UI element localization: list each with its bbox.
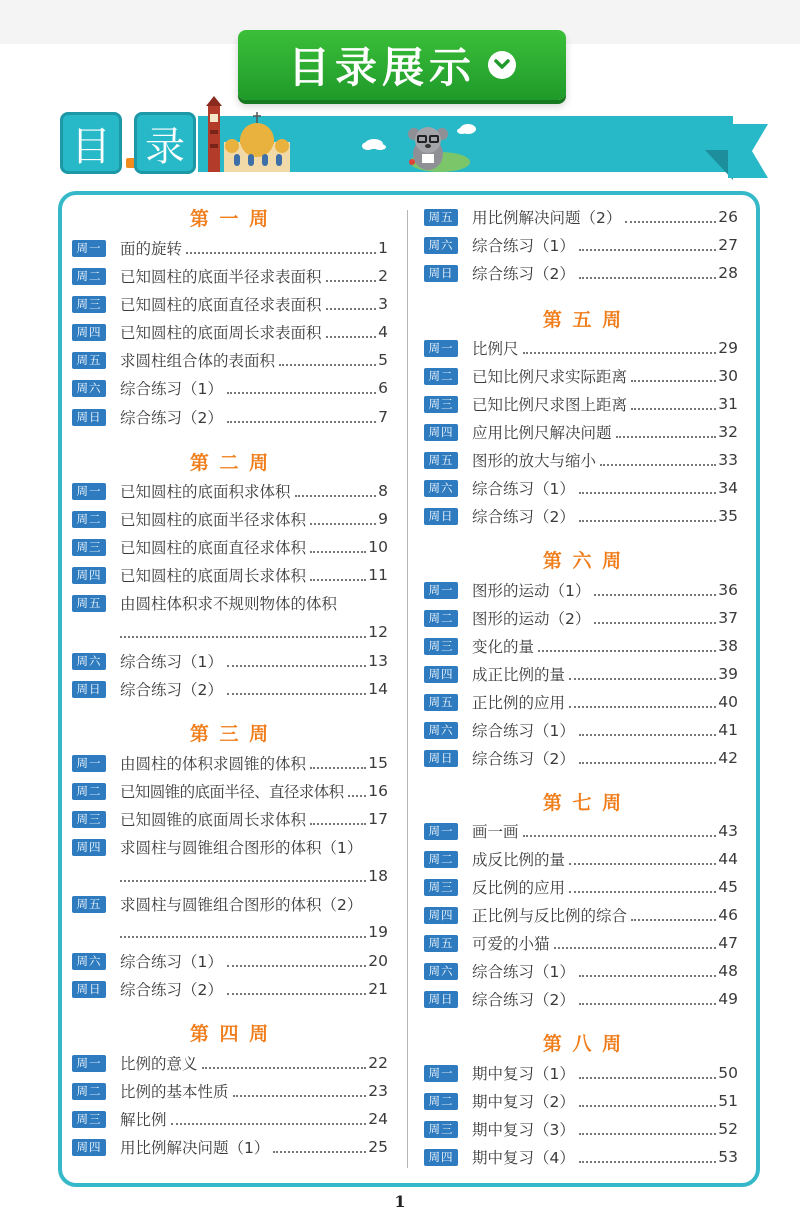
day-badge: 周五 [424, 209, 458, 226]
toc-item[interactable] [424, 691, 738, 713]
item-page: 13 [368, 652, 388, 670]
day-badge: 周四 [424, 1149, 458, 1166]
item-page: 1 [378, 239, 388, 257]
toc-item[interactable] [72, 377, 388, 399]
item-page: 2 [378, 267, 388, 285]
toc-item[interactable] [72, 978, 388, 1000]
day-badge: 周一 [72, 755, 106, 772]
item-page: 42 [718, 749, 738, 767]
toc-item[interactable] [424, 1090, 738, 1112]
toc-item[interactable] [72, 237, 388, 259]
day-badge: 周三 [424, 396, 458, 413]
toc-item[interactable] [424, 607, 738, 629]
day-badge: 周三 [424, 638, 458, 655]
dot-leader [579, 1161, 716, 1163]
day-badge: 周六 [72, 380, 106, 397]
item-page: 36 [718, 581, 738, 599]
dot-leader [227, 993, 366, 995]
day-badge: 周日 [72, 409, 106, 426]
day-badge: 周一 [424, 823, 458, 840]
item-page: 30 [718, 367, 738, 385]
dot-leader [310, 551, 366, 553]
toc-item[interactable] [424, 262, 738, 284]
dot-leader [569, 678, 716, 680]
item-title: 比例的基本性质 [120, 1083, 229, 1101]
day-badge: 周一 [72, 240, 106, 257]
item-title: 可爱的小猫 [472, 935, 550, 953]
toc-item[interactable] [424, 747, 738, 769]
toc-item[interactable] [424, 421, 738, 443]
item-title: 由圆柱的体积求圆锥的体积 [120, 755, 307, 773]
cloud-icon [457, 124, 476, 134]
heading-box-2 [134, 112, 196, 174]
item-title: 求圆柱组合体的表面积 [120, 352, 276, 370]
toc-item[interactable] [424, 234, 738, 256]
toc-item[interactable] [424, 206, 738, 228]
item-page: 37 [718, 609, 738, 627]
dot-leader [631, 919, 716, 921]
week-title: 第 八 周 [542, 1033, 624, 1055]
item-page: 49 [718, 990, 738, 1008]
dot-leader [186, 252, 376, 254]
item-title: 正比例与反比例的综合 [472, 907, 628, 925]
item-title: 已知圆柱的底面半径求表面积 [120, 268, 322, 286]
dot-leader [279, 364, 376, 366]
cloud-icon [362, 139, 386, 150]
item-page: 22 [368, 1054, 388, 1072]
day-badge: 周三 [72, 296, 106, 313]
toc-item[interactable] [72, 836, 388, 858]
item-title: 期中复习（2） [472, 1093, 575, 1111]
dot-leader [310, 523, 376, 525]
day-badge: 周三 [72, 539, 106, 556]
day-badge: 周一 [424, 340, 458, 357]
toc-item[interactable] [424, 988, 738, 1010]
dot-leader [310, 579, 366, 581]
day-badge: 周五 [424, 452, 458, 469]
day-badge: 周四 [72, 839, 106, 856]
item-title: 成正比例的量 [472, 666, 566, 684]
toc-item[interactable] [72, 321, 388, 343]
clock-tower-icon [206, 96, 222, 172]
dot-leader [310, 823, 366, 825]
item-title: 已知圆柱的底面半径求体积 [120, 511, 307, 529]
item-page: 38 [718, 637, 738, 655]
item-page: 18 [368, 867, 388, 885]
item-page: 7 [378, 408, 388, 426]
day-badge: 周六 [424, 480, 458, 497]
toc-item[interactable] [424, 477, 738, 499]
day-badge: 周四 [72, 567, 106, 584]
day-badge: 周五 [72, 352, 106, 369]
dot-leader [579, 1003, 716, 1005]
item-title: 期中复习（3） [472, 1121, 575, 1139]
item-page: 17 [368, 810, 388, 828]
toc-item[interactable] [72, 480, 388, 502]
item-title: 解比例 [120, 1111, 167, 1129]
dot-leader [554, 947, 717, 949]
item-page: 24 [368, 1110, 388, 1128]
item-title: 图形的运动（2） [472, 610, 591, 628]
day-badge: 周二 [72, 1083, 106, 1100]
dot-leader [579, 734, 716, 736]
dot-leader [523, 352, 717, 354]
toc-item[interactable] [72, 536, 388, 558]
catalog-banner [238, 30, 566, 100]
week-title: 第 二 周 [189, 452, 271, 474]
week-title: 第 五 周 [542, 309, 624, 331]
toc-item[interactable] [72, 1108, 388, 1130]
dot-leader [295, 495, 377, 497]
item-page: 12 [368, 623, 388, 641]
day-badge: 周六 [424, 237, 458, 254]
dot-leader [579, 249, 716, 251]
dot-leader [171, 1123, 367, 1125]
day-badge: 周日 [424, 265, 458, 282]
item-title: 已知比例尺求实际距离 [472, 368, 628, 386]
item-page: 5 [378, 351, 388, 369]
item-title: 已知圆柱的底面直径求体积 [120, 539, 307, 557]
toc-item[interactable] [424, 960, 738, 982]
toc-item[interactable] [72, 564, 388, 586]
column-divider [407, 210, 408, 1168]
toc-item[interactable] [424, 719, 738, 741]
dot-leader [227, 965, 366, 967]
day-badge: 周一 [424, 1065, 458, 1082]
toc-item[interactable] [424, 932, 738, 954]
item-page: 45 [718, 878, 738, 896]
item-page: 34 [718, 479, 738, 497]
dot-leader [227, 421, 376, 423]
item-title: 反比例的应用 [472, 879, 566, 897]
day-badge: 周五 [424, 694, 458, 711]
item-page: 41 [718, 721, 738, 739]
day-badge: 周三 [72, 1111, 106, 1128]
heading-box-1 [60, 112, 122, 174]
toc-item-continuation[interactable] [120, 921, 388, 943]
item-page: 40 [718, 693, 738, 711]
day-badge: 周四 [72, 1139, 106, 1156]
week-title: 第 六 周 [542, 550, 624, 572]
toc-item[interactable] [72, 1136, 388, 1158]
day-badge: 周日 [72, 681, 106, 698]
toc-item[interactable] [424, 393, 738, 415]
item-page: 52 [718, 1120, 738, 1138]
item-page: 31 [718, 395, 738, 413]
item-title: 综合练习（2） [472, 991, 575, 1009]
item-page: 25 [368, 1138, 388, 1156]
heading-char-1: 目 [71, 123, 111, 170]
dot-leader [579, 277, 716, 279]
toc-item-continuation[interactable] [120, 621, 388, 643]
toc-item[interactable] [72, 508, 388, 530]
dot-leader [326, 336, 377, 338]
toc-item[interactable] [424, 365, 738, 387]
day-badge: 周二 [72, 268, 106, 285]
dot-leader [326, 308, 377, 310]
dot-leader [631, 408, 716, 410]
toc-item[interactable] [424, 663, 738, 685]
city-scene-illustration [200, 96, 490, 182]
toc-item[interactable] [72, 1080, 388, 1102]
item-title: 综合练习（1） [472, 963, 575, 981]
item-title: 综合练习（1） [120, 380, 223, 398]
toc-item[interactable] [72, 265, 388, 287]
day-badge: 周一 [424, 582, 458, 599]
dot-leader [569, 891, 716, 893]
day-badge: 周日 [424, 750, 458, 767]
item-page: 15 [368, 754, 388, 772]
dot-leader [631, 380, 716, 382]
dot-leader [523, 835, 717, 837]
item-title: 比例尺 [472, 340, 519, 358]
toc-item[interactable] [424, 1118, 738, 1140]
week-title: 第 四 周 [189, 1023, 271, 1045]
item-title: 应用比例尺解决问题 [472, 424, 612, 442]
item-page: 20 [368, 952, 388, 970]
dot-leader [579, 762, 716, 764]
dot-leader [569, 706, 716, 708]
toc-item[interactable] [72, 893, 388, 915]
item-page: 50 [718, 1064, 738, 1082]
dot-leader [579, 1077, 716, 1079]
cathedral-icon [224, 112, 290, 172]
dot-leader [120, 880, 366, 882]
item-page: 48 [718, 962, 738, 980]
day-badge: 周五 [424, 935, 458, 952]
item-title: 由圆柱体积求不规则物体的体积 [120, 595, 338, 613]
item-title: 综合练习（2） [472, 265, 575, 283]
toc-item[interactable] [72, 293, 388, 315]
day-badge: 周二 [72, 511, 106, 528]
toc-item[interactable] [72, 808, 388, 830]
day-badge: 周一 [72, 1055, 106, 1072]
ribbon-tail [728, 124, 768, 178]
toc-item[interactable] [72, 678, 388, 700]
toc-item-continuation[interactable] [120, 865, 388, 887]
item-page: 47 [718, 934, 738, 952]
toc-item[interactable] [72, 752, 388, 774]
item-page: 4 [378, 323, 388, 341]
banner-title: 目录展示 [287, 43, 476, 92]
item-page: 6 [378, 379, 388, 397]
day-badge: 周日 [424, 991, 458, 1008]
item-page: 26 [718, 208, 738, 226]
item-title: 已知圆柱的底面周长求表面积 [120, 324, 322, 342]
item-page: 3 [378, 295, 388, 313]
day-badge: 周三 [72, 811, 106, 828]
item-page: 11 [368, 566, 388, 584]
toc-item[interactable] [72, 349, 388, 371]
dot-leader [616, 436, 717, 438]
day-badge: 周二 [424, 1093, 458, 1110]
dot-leader [579, 975, 716, 977]
item-page: 9 [378, 510, 388, 528]
item-title: 综合练习（2） [120, 409, 223, 427]
item-page: 28 [718, 264, 738, 282]
day-badge: 周三 [424, 1121, 458, 1138]
dot-leader [227, 665, 366, 667]
item-page: 29 [718, 339, 738, 357]
item-page: 51 [718, 1092, 738, 1110]
item-page: 32 [718, 423, 738, 441]
item-title: 已知比例尺求图上距离 [472, 396, 628, 414]
dot-leader [233, 1095, 367, 1097]
toc-item[interactable] [72, 650, 388, 672]
day-badge: 周三 [424, 879, 458, 896]
item-title: 用比例解决问题（2） [472, 209, 622, 227]
toc-item[interactable] [72, 1052, 388, 1074]
item-title: 综合练习（1） [472, 237, 575, 255]
dot-leader [625, 221, 716, 223]
dot-leader [569, 863, 716, 865]
week-title: 第 三 周 [189, 723, 271, 745]
item-page: 53 [718, 1148, 738, 1166]
dot-leader [579, 1105, 716, 1107]
item-page: 10 [368, 538, 388, 556]
day-badge: 周日 [72, 981, 106, 998]
dot-leader [120, 636, 366, 638]
item-page: 39 [718, 665, 738, 683]
item-title: 综合练习（2） [120, 681, 223, 699]
item-title: 面的旋转 [120, 240, 183, 258]
item-title: 画一画 [472, 823, 519, 841]
toc-item[interactable] [424, 848, 738, 870]
toc-item[interactable] [424, 904, 738, 926]
item-page: 14 [368, 680, 388, 698]
day-badge: 周四 [424, 907, 458, 924]
week-title: 第 七 周 [542, 792, 624, 814]
day-badge: 周六 [424, 963, 458, 980]
dot-leader [227, 693, 366, 695]
toc-item[interactable] [72, 406, 388, 428]
day-badge: 周二 [72, 783, 106, 800]
dot-leader [273, 1151, 366, 1153]
day-badge: 周六 [424, 722, 458, 739]
item-title: 期中复习（4） [472, 1149, 575, 1167]
toc-item[interactable] [424, 1146, 738, 1168]
item-title: 求圆柱与圆锥组合图形的体积（2） [120, 896, 363, 914]
item-page: 23 [368, 1082, 388, 1100]
item-title: 期中复习（1） [472, 1065, 575, 1083]
item-page: 16 [368, 782, 388, 800]
item-page: 43 [718, 822, 738, 840]
item-title: 综合练习（1） [472, 480, 575, 498]
item-title: 成反比例的量 [472, 851, 566, 869]
page-number: 1 [394, 1192, 406, 1211]
day-badge: 周六 [72, 953, 106, 970]
day-badge: 周五 [72, 595, 106, 612]
dot-leader [579, 520, 716, 522]
item-page: 8 [378, 482, 388, 500]
item-title: 综合练习（1） [472, 722, 575, 740]
dot-leader [538, 650, 716, 652]
item-title: 正比例的应用 [472, 694, 566, 712]
toc-item[interactable] [424, 876, 738, 898]
dot-leader [348, 795, 367, 797]
dot-leader [120, 936, 366, 938]
toc-item[interactable] [424, 505, 738, 527]
dot-leader [310, 767, 366, 769]
chevron-down-icon [488, 51, 516, 79]
toc-item[interactable] [424, 579, 738, 601]
day-badge: 周六 [72, 653, 106, 670]
toc-item[interactable] [424, 449, 738, 471]
day-badge: 周一 [72, 483, 106, 500]
item-title: 用比例解决问题（1） [120, 1139, 270, 1157]
dot-leader [579, 492, 716, 494]
item-title: 图形的运动（1） [472, 582, 591, 600]
item-title: 综合练习（1） [120, 653, 223, 671]
toc-item[interactable] [424, 1062, 738, 1084]
item-title: 综合练习（2） [472, 750, 575, 768]
dot-leader [326, 280, 377, 282]
day-badge: 周五 [72, 896, 106, 913]
dot-leader [227, 392, 376, 394]
item-title: 已知圆柱的底面周长求体积 [120, 567, 307, 585]
item-title: 图形的放大与缩小 [472, 452, 597, 470]
day-badge: 周二 [424, 610, 458, 627]
item-title: 已知圆柱的底面积求体积 [120, 483, 291, 501]
toc-item[interactable] [424, 820, 738, 842]
day-badge: 周四 [72, 324, 106, 341]
dot-leader [594, 622, 716, 624]
item-title: 已知圆锥的底面周长求体积 [120, 811, 307, 829]
week-title: 第 一 周 [189, 208, 271, 230]
item-page: 33 [718, 451, 738, 469]
item-title: 综合练习（2） [120, 981, 223, 999]
day-badge: 周四 [424, 424, 458, 441]
dot-leader [594, 594, 716, 596]
toc-item[interactable] [424, 635, 738, 657]
toc-item[interactable] [72, 950, 388, 972]
item-page: 19 [368, 923, 388, 941]
item-title: 综合练习（1） [120, 953, 223, 971]
item-page: 35 [718, 507, 738, 525]
item-page: 27 [718, 236, 738, 254]
item-title: 已知圆锥的底面半径、直径求体积 [120, 783, 344, 801]
toc-item[interactable] [424, 337, 738, 359]
item-title: 比例的意义 [120, 1055, 198, 1073]
item-title: 求圆柱与圆锥组合图形的体积（1） [120, 839, 363, 857]
heading-char-2: 录 [145, 123, 185, 170]
item-title: 综合练习（2） [472, 508, 575, 526]
dot-leader [600, 464, 716, 466]
day-badge: 周二 [424, 851, 458, 868]
item-page: 44 [718, 850, 738, 868]
item-title: 变化的量 [472, 638, 535, 656]
item-title: 已知圆柱的底面直径求表面积 [120, 296, 322, 314]
toc-item[interactable] [72, 592, 388, 614]
day-badge: 周二 [424, 368, 458, 385]
dot-leader [202, 1067, 367, 1069]
toc-item[interactable] [72, 780, 388, 802]
dot-leader [579, 1133, 716, 1135]
day-badge: 周四 [424, 666, 458, 683]
item-page: 21 [368, 980, 388, 998]
item-page: 46 [718, 906, 738, 924]
day-badge: 周日 [424, 508, 458, 525]
